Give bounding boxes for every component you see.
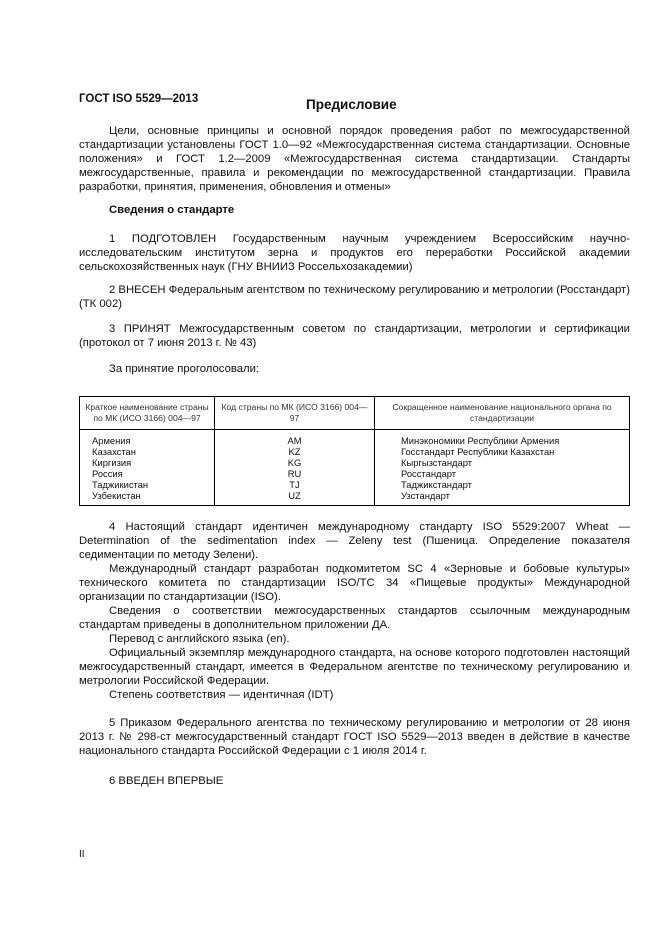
item-4 xyxy=(79,520,630,702)
standards-body: Узстандарт xyxy=(375,490,630,506)
table-row xyxy=(80,446,630,457)
item-2: 2 ВНЕСЕН Федеральным агентством по техническому регулированию и метрологии (Росстандарт) (ТК 002) xyxy=(79,284,630,310)
standards-body: Таджикстандарт xyxy=(375,479,630,490)
table-row xyxy=(80,457,630,468)
item-4-degree: Степень соответствия — идентичная (IDT) xyxy=(109,689,334,701)
country: Узбекистан xyxy=(80,490,215,506)
item-4-official-copy: Официальный экземпляр международного стандарта, на основе которого подготовлен настоящий межгосударственный стандарт, имеется в Федеральном агентстве по техническому регулированию и метрологии Российской Федерации. xyxy=(79,647,630,687)
item-3: 3 ПРИНЯТ Межгосударственным советом по стандартизации, метрологии и сертификации (протокол от 7 июня 2013 г. № 43) xyxy=(79,323,630,349)
item-6: 6 ВВЕДЕН ВПЕРВЫЕ xyxy=(109,775,224,787)
country-code: UZ xyxy=(215,490,375,506)
standards-body: Минэкономики Республики Армения xyxy=(375,430,630,447)
document-code-header: ГОСТ ISO 5529—2013 xyxy=(79,93,199,105)
table-row xyxy=(80,490,630,506)
item-1: 1 ПОДГОТОВЛЕН Государственным научным учреждением Всероссийским научно-исследовательским институтом зерна и продуктов его переработки Российской академии сельскохозяйственных наук (ГНУ ВНИИЗ Россельхозакадемии) xyxy=(79,233,630,273)
item-4-translation: Перевод с английского языка (en). xyxy=(109,633,290,645)
item-4-identity: 4 Настоящий стандарт идентичен международному стандарту ISO 5529:2007 Wheat — Determination of the sedimentation index — Zeleny test (Пшеница. Определение показателя седиментации по методу Зелени). xyxy=(79,521,630,561)
item-4-developer: Международный стандарт разработан подкомитетом SC 4 «Зерновые и бобовые культуры» технического комитета по стандартизации ISO/TC 34 «Пищевые продукты» Международной организации по стандартизации (ISO). xyxy=(79,563,630,603)
country-code: KG xyxy=(215,457,375,468)
intro-paragraph: Цели, основные принципы и основной порядок проведения работ по межгосударственной стандартизации установлены ГОСТ 1.0—92 «Межгосударственная система стандартизации. Основные положения» и ГОСТ 1.2—2009 «Межгосударственная система стандартизации. Стандарты межгосударственные, правила и рекомендации по межгосударственной стандартизации. Правила разработки, принятия, применения, обновления и отмены» xyxy=(79,125,630,193)
table-header-body: Сокращенное наименование национального органа по стандартизации xyxy=(375,397,630,430)
page-number: II xyxy=(79,849,85,860)
country: Киргизия xyxy=(80,457,215,468)
voting-table xyxy=(79,396,630,506)
item-5: 5 Приказом Федерального агентства по техническому регулированию и метрологии от 28 июня 2013 г. № 298-ст межгосударственный стандарт ГОСТ ISO 5529—2013 введен в действие в качестве национального стандарта Российской Федерации с 1 июля 2014 г. xyxy=(79,717,630,757)
table-header-country: Краткое наименование страны по МК (ИСО 3166) 004—97 xyxy=(80,397,215,430)
country: Таджикистан xyxy=(80,479,215,490)
standards-body: Госстандарт Республики Казахстан xyxy=(375,446,630,457)
voted-label: За принятие проголосовали: xyxy=(109,363,260,375)
table-row xyxy=(80,479,630,490)
item-4-correspondence: Сведения о соответствии межгосударственных стандартов ссылочным международным стандартам приведены в дополнительном приложении ДА. xyxy=(79,605,630,631)
country-code: KZ xyxy=(215,446,375,457)
section-heading: Сведения о стандарте xyxy=(109,204,235,216)
table-row xyxy=(80,430,630,447)
standards-body: Росстандарт xyxy=(375,468,630,479)
country: Казахстан xyxy=(80,446,215,457)
country: Армения xyxy=(80,430,215,447)
document-body xyxy=(79,124,630,788)
country-code: AM xyxy=(215,430,375,447)
country: Россия xyxy=(80,468,215,479)
standards-body: Кыргызстандарт xyxy=(375,457,630,468)
page-title: Предисловие xyxy=(306,97,397,112)
table-row xyxy=(80,468,630,479)
country-code: RU xyxy=(215,468,375,479)
table-header-code: Код страны по МК (ИСО 3166) 004—97 xyxy=(215,397,375,430)
country-code: TJ xyxy=(215,479,375,490)
